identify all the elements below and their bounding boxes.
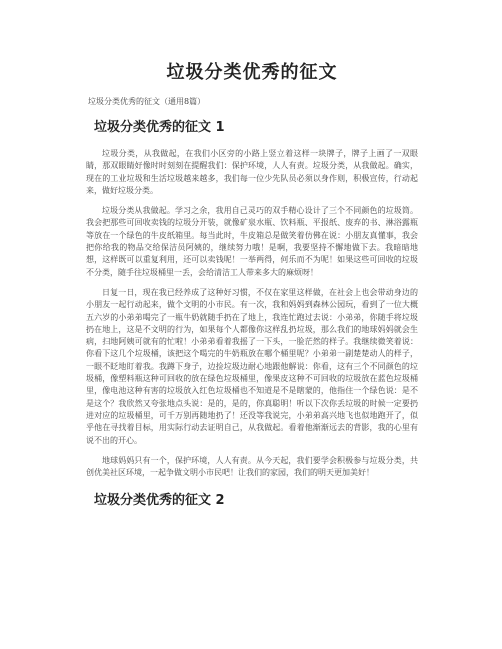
- paragraph: 垃圾分类从我做起。学习之余，我用自己灵巧的双手精心设计了三个不同颜色的垃圾筒。我会把那些可回收卖钱的垃圾分开装，就像矿泉水瓶、饮料瓶、平报纸、废弃的书、淋浴露瓶等放在一个绿色的牛皮纸箱里。每当此时，牛皮箱总是做笑着仿佛在说：小朋友真懂事，我会把你给我的物品交给保洁员阿姨的，继续努力哦！是啊，我要坚持不懈地做下去。我暗暗地想，这样既可以重复利用，还可以卖钱呢！一举两得，何乐而不为呢！如果这些可回收的垃圾不分类，随手往垃圾桶里一丢，会给清洁工人带来多大的麻烦呀！: [86, 206, 418, 277]
- paragraph: 地球妈妈只有一个，保护环境，人人有责。从今天起，我们要学会积极参与垃圾分类，共创优美社区环境，一起争做文明小市民吧！让我们的家园，我们的明天更加美好！: [86, 455, 418, 478]
- paragraph: 垃圾分类，从我做起，在我们小区旁的小路上竖立着这样一块牌子，牌子上画了一双眼睛，那双眼睛好像时时刻刻在提醒我们：保护环境，人人有责。垃圾分类，从我做起。确实，现在的工业垃圾和生活垃圾越来越多，我们每一位少先队员必须以身作则，积极宣传，行动起来，做好垃圾分类。: [86, 149, 418, 195]
- section-heading-1: 垃圾分类优秀的征文 1: [94, 120, 225, 135]
- section-heading-2: 垃圾分类优秀的征文 2: [94, 493, 225, 509]
- paragraph: 日复一日，现在我已经养成了这种好习惯，不仅在家里这样做，在社会上也会带动身边的小朋友一起行动起来，做个文明的小市民。有一次，我和妈妈到森林公园玩，看到了一位大概五六岁的小弟弟喝完了一瓶牛奶就随手扔在了地上，我连忙跑过去说：小弟弟，你随手将垃圾扔在地上，这是不文明的行为，如果每个人都像你这样乱扔垃圾，那么我们的地球妈妈就会生病，扫地阿姨可就有的忙啦！小弟弟看着我摇了一下头，一脸茫然的样子。我继续微笑着说：你看下这几个垃圾桶，该把这个喝完的牛奶瓶放在哪个桶里呢？小弟弟一副楚楚动人的样子，一眼不眨地盯着我。我蹲下身子，边捡垃圾边耐心地跟他解说：你看，这有三个不同颜色的垃圾桶，像塑料瓶这种可回收的放在绿色垃圾桶里，像果皮这种不可回收的垃圾放在蓝色垃圾桶里，像电池这种有害的垃圾放入红色垃圾桶也不知道是不是瞎蒙的，他指住一个绿色说：是不是这个？我欣然又夸张地点头说：是的，是的，你真聪明！听以下次你丢垃圾的时候一定要扔进对应的垃圾桶里，可千万别再随地扔了！还没等我说完，小弟弟高兴地飞也似地跑开了，似乎他在寻找着目标，用实际行动去证明自己，从我做起。看着他渐渐远去的背影，我的心里有说不出的开心。: [86, 287, 418, 445]
- document-title: 垃圾分类优秀的征文: [166, 62, 338, 83]
- document-intro: 垃圾分类优秀的征文（通用8篇）: [88, 97, 206, 106]
